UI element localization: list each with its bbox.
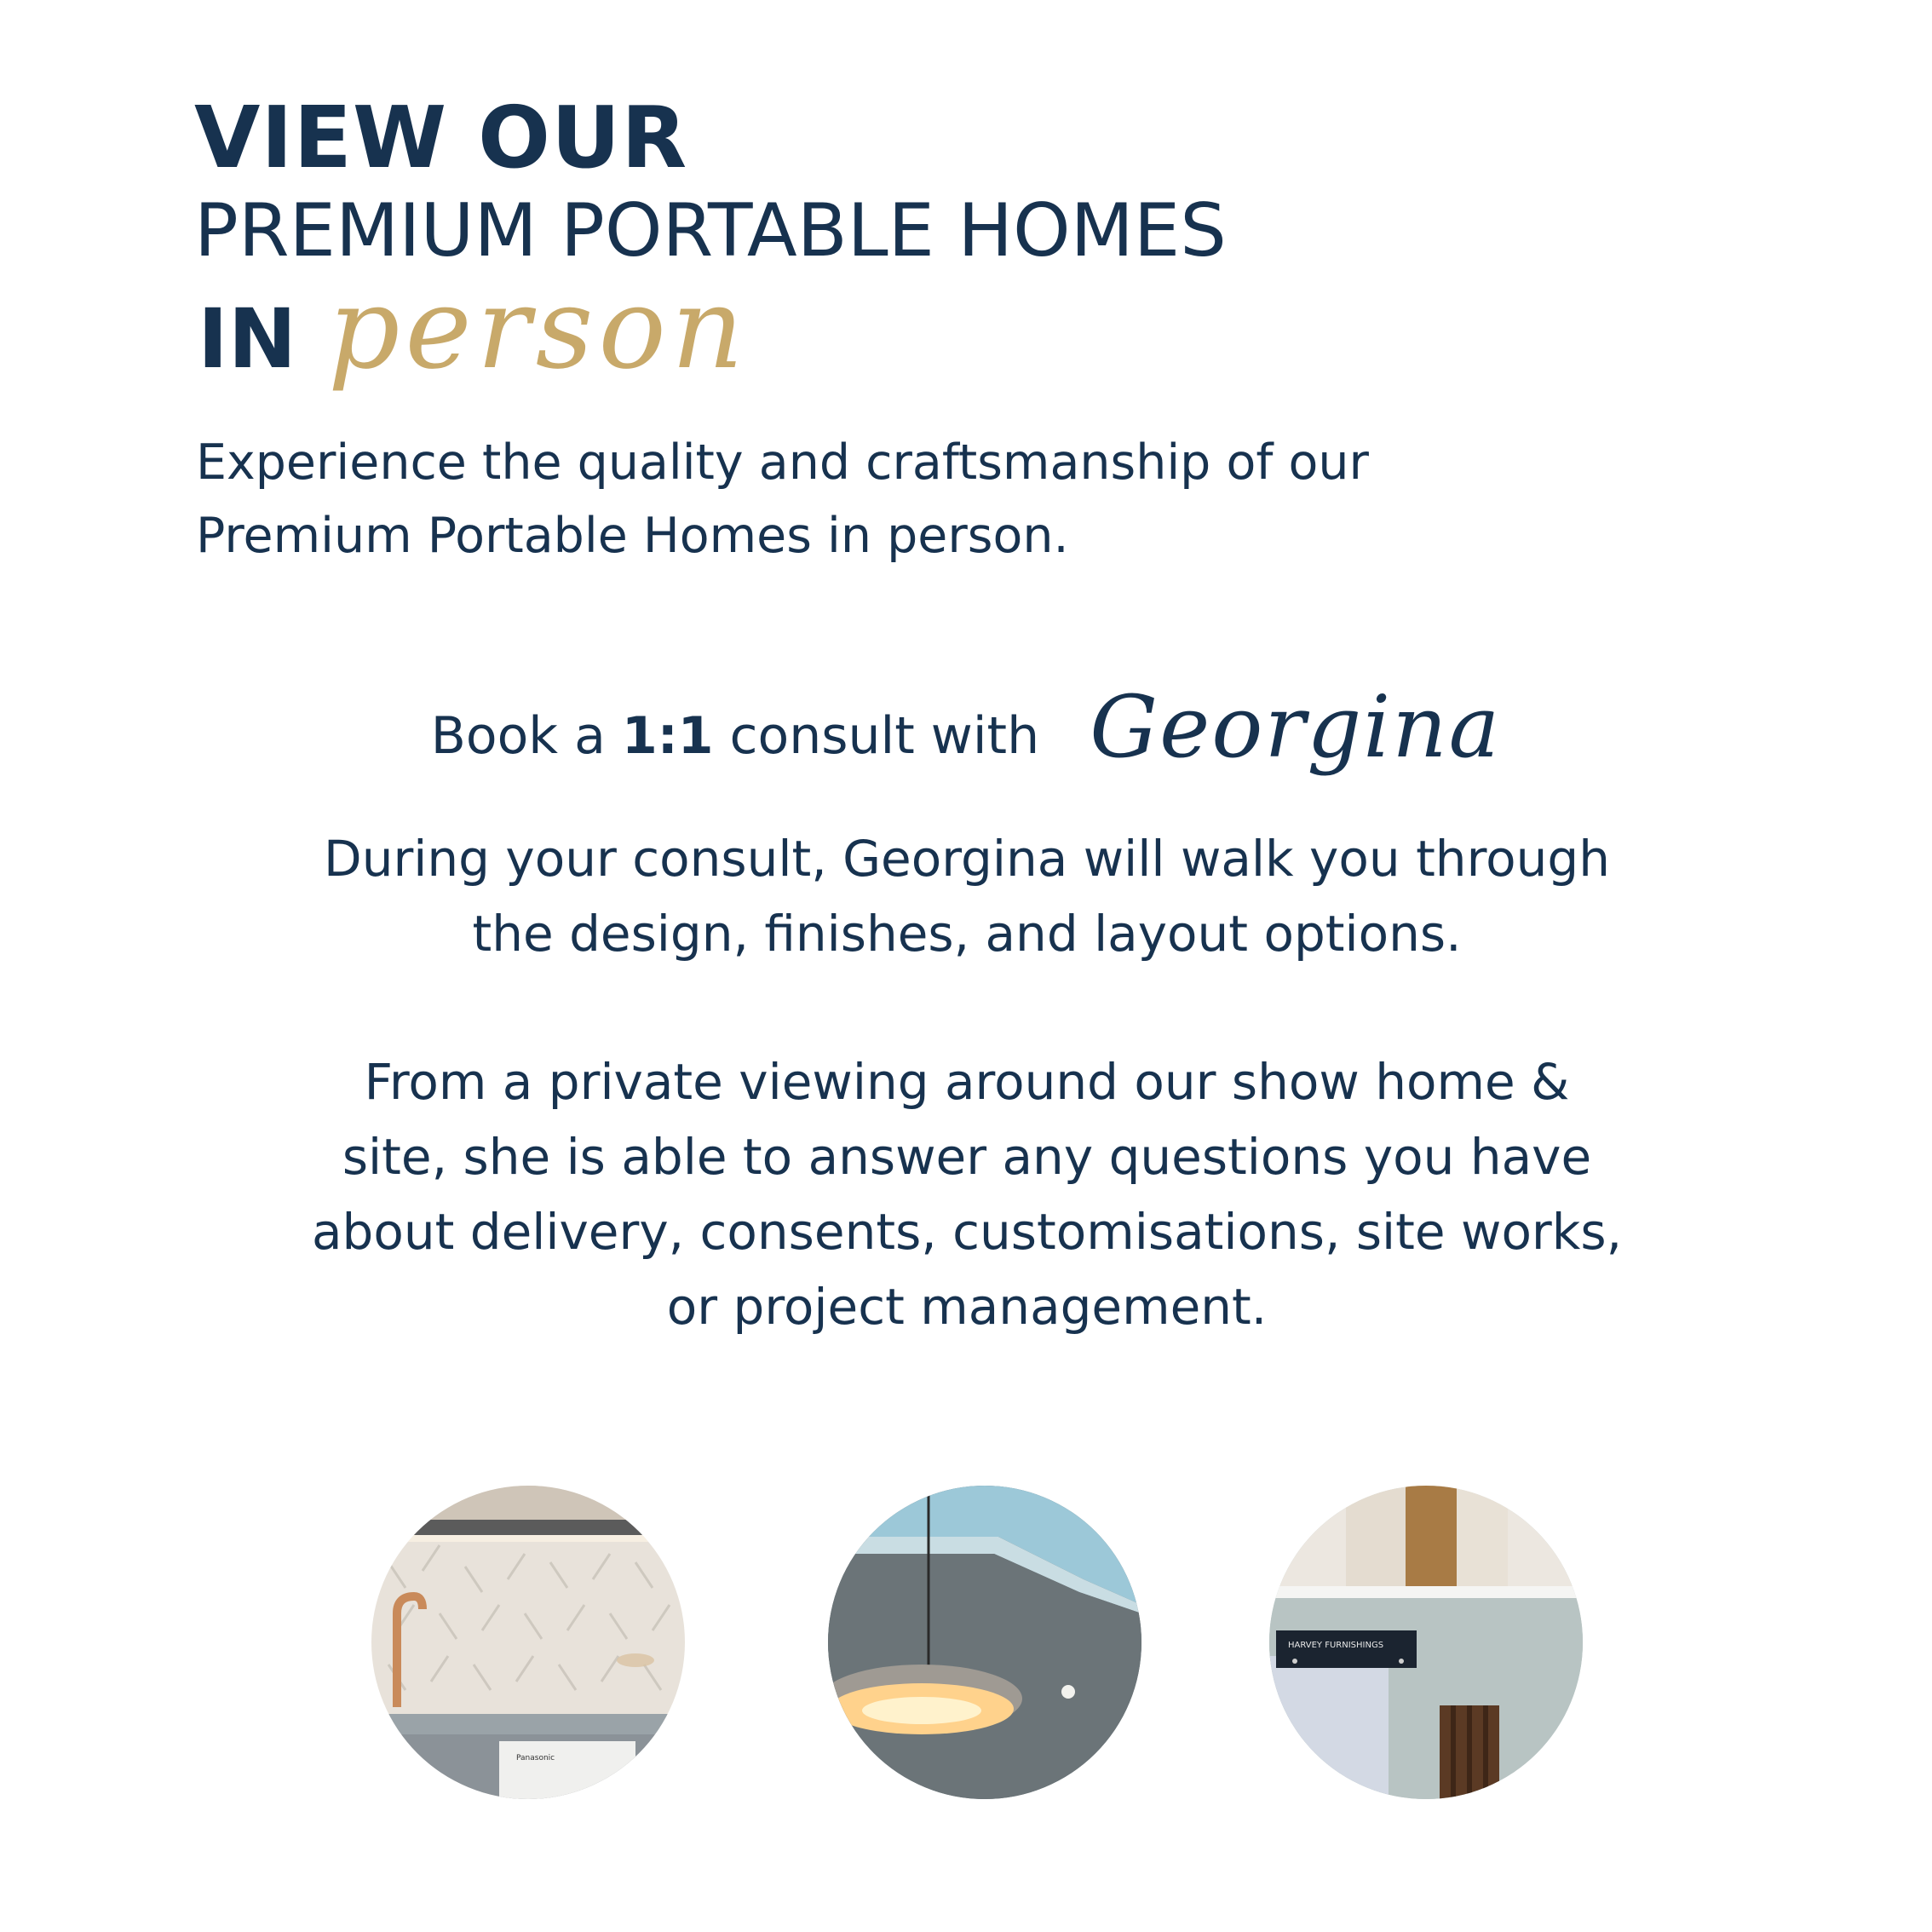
heading-script-person: person [328,263,749,394]
consult-suffix: consult with [729,706,1040,766]
laundry-photo [371,1486,685,1799]
heading-line-2: PREMIUM PORTABLE HOMES [194,188,1227,273]
consult-bold: 1:1 [621,706,714,766]
heading-line-3: IN [198,291,297,387]
heading-line-1: VIEW OUR [194,88,688,187]
photo-row [0,1486,1932,1801]
paragraph-viewing: From a private viewing around our show home & site, she is able to answer any questions you have about delivery, consents, customisations, site works, or project management. [311,1053,1623,1336]
svg-text:Panasonic: Panasonic [516,1754,555,1762]
consultant-name-script: Georgina [1090,677,1502,777]
pendant-light-photo [828,1486,1141,1799]
paragraph-walkthrough: During your consult, Georgina will walk you through the design, finishes, and layout options. [324,830,1610,963]
sign-text: HARVEY FURNISHINGS [1288,1641,1384,1650]
consult-line [0,677,1932,777]
furnishing-samples-photo [1269,1486,1583,1799]
intro-text: Experience the quality and craftsmanship of our Premium Portable Homes in person. [196,434,1369,564]
consult-prefix: Book a [430,706,606,766]
